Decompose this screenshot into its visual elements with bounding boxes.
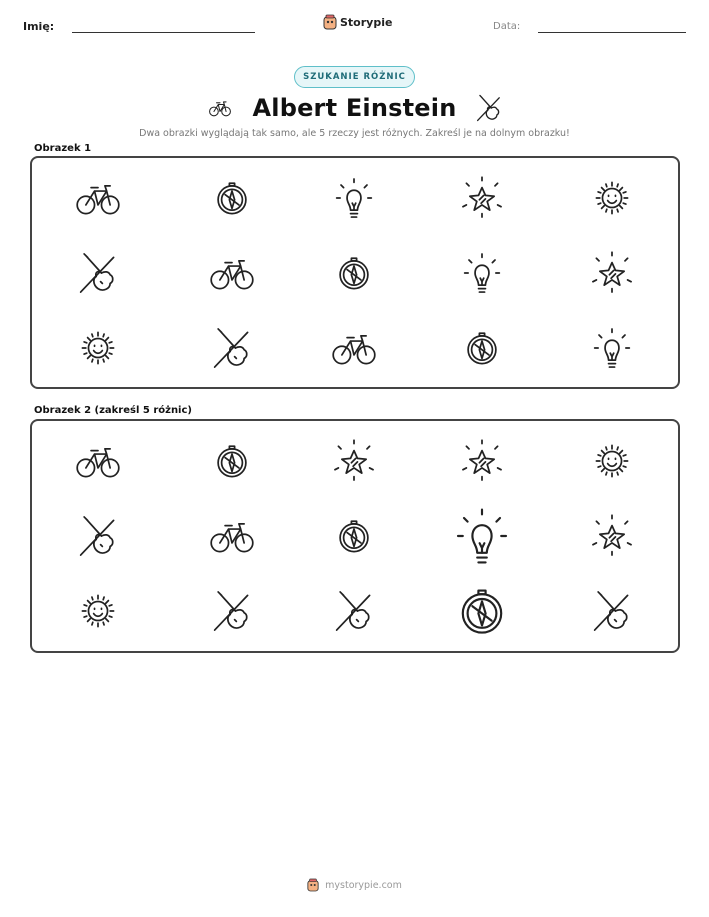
picture-cell[interactable] — [354, 536, 355, 537]
violin-icon — [472, 91, 506, 125]
picture-cell[interactable] — [232, 461, 233, 462]
bicycle-icon — [328, 322, 380, 374]
picture-cell — [232, 273, 233, 274]
sun-icon — [586, 172, 638, 224]
bicycle-icon — [206, 247, 258, 299]
lightbulb-icon — [456, 247, 508, 299]
picture-2-panel[interactable] — [30, 419, 680, 653]
picture-cell[interactable] — [482, 461, 483, 462]
violin-icon — [206, 585, 258, 637]
worksheet-type-badge: SZUKANIE RÓŻNIC — [294, 66, 415, 88]
picture-cell[interactable] — [354, 461, 355, 462]
lightbulb-icon — [586, 322, 638, 374]
picture-cell — [482, 348, 483, 349]
lightbulb-icon — [446, 500, 518, 572]
picture-cell[interactable] — [232, 536, 233, 537]
picture-cell[interactable] — [612, 611, 613, 612]
sun-icon — [586, 435, 638, 487]
sun-icon — [72, 585, 124, 637]
compass-icon — [328, 510, 380, 562]
picture-2-label: Obrazek 2 (zakreśl 5 różnic) — [34, 405, 192, 416]
brand-name: Storypie — [340, 15, 393, 29]
worksheet-title: Albert Einstein — [252, 94, 457, 122]
picture-cell — [612, 198, 613, 199]
violin-icon — [206, 322, 258, 374]
title-row — [0, 88, 709, 128]
violin-icon — [328, 585, 380, 637]
picture-cell — [98, 273, 99, 274]
compass-icon — [206, 435, 258, 487]
bicycle-icon — [203, 95, 237, 121]
compass-icon — [206, 172, 258, 224]
bicycle-icon — [72, 435, 124, 487]
lightbulb-icon — [328, 172, 380, 224]
date-line[interactable] — [538, 32, 686, 33]
picture-cell[interactable] — [482, 536, 483, 537]
picture-cell — [98, 348, 99, 349]
picture-cell[interactable] — [98, 611, 99, 612]
violin-icon — [586, 585, 638, 637]
picture-cell[interactable] — [232, 611, 233, 612]
instructions: Dwa obrazki wyglądają tak samo, ale 5 rzeczy jest różnych. Zakreśl je na dolnym obrazku! — [139, 128, 570, 139]
picture-cell — [354, 198, 355, 199]
star-icon — [586, 247, 638, 299]
bicycle-icon — [72, 172, 124, 224]
bicycle-icon — [206, 510, 258, 562]
picture-1-label: Obrazek 1 — [34, 143, 92, 154]
compass-icon — [456, 322, 508, 374]
picture-cell[interactable] — [354, 611, 355, 612]
picture-cell[interactable] — [98, 536, 99, 537]
date-label: Data: — [493, 21, 521, 32]
violin-icon — [72, 247, 124, 299]
picture-cell — [354, 273, 355, 274]
picture-cell[interactable] — [98, 461, 99, 462]
compass-icon — [328, 247, 380, 299]
star-icon — [586, 510, 638, 562]
brand-logo — [323, 14, 392, 30]
star-icon — [456, 172, 508, 224]
picture-cell — [482, 273, 483, 274]
picture-cell — [482, 198, 483, 199]
picture-cell[interactable] — [482, 611, 483, 612]
picture-cell — [232, 198, 233, 199]
picture-cell[interactable] — [612, 461, 613, 462]
footer-url: mystorypie.com — [325, 879, 402, 891]
picture-cell — [98, 198, 99, 199]
storypie-mascot-icon — [307, 878, 319, 892]
star-icon — [456, 435, 508, 487]
picture-1-panel — [30, 156, 680, 389]
picture-cell — [612, 348, 613, 349]
sun-icon — [72, 322, 124, 374]
name-label: Imię: — [23, 20, 55, 33]
picture-cell[interactable] — [612, 536, 613, 537]
star-icon — [328, 435, 380, 487]
footer — [0, 878, 709, 892]
compass-icon — [446, 575, 518, 647]
storypie-mascot-icon — [323, 14, 337, 30]
name-line[interactable] — [72, 32, 255, 33]
picture-cell — [354, 348, 355, 349]
picture-cell — [612, 273, 613, 274]
violin-icon — [72, 510, 124, 562]
picture-cell — [232, 348, 233, 349]
